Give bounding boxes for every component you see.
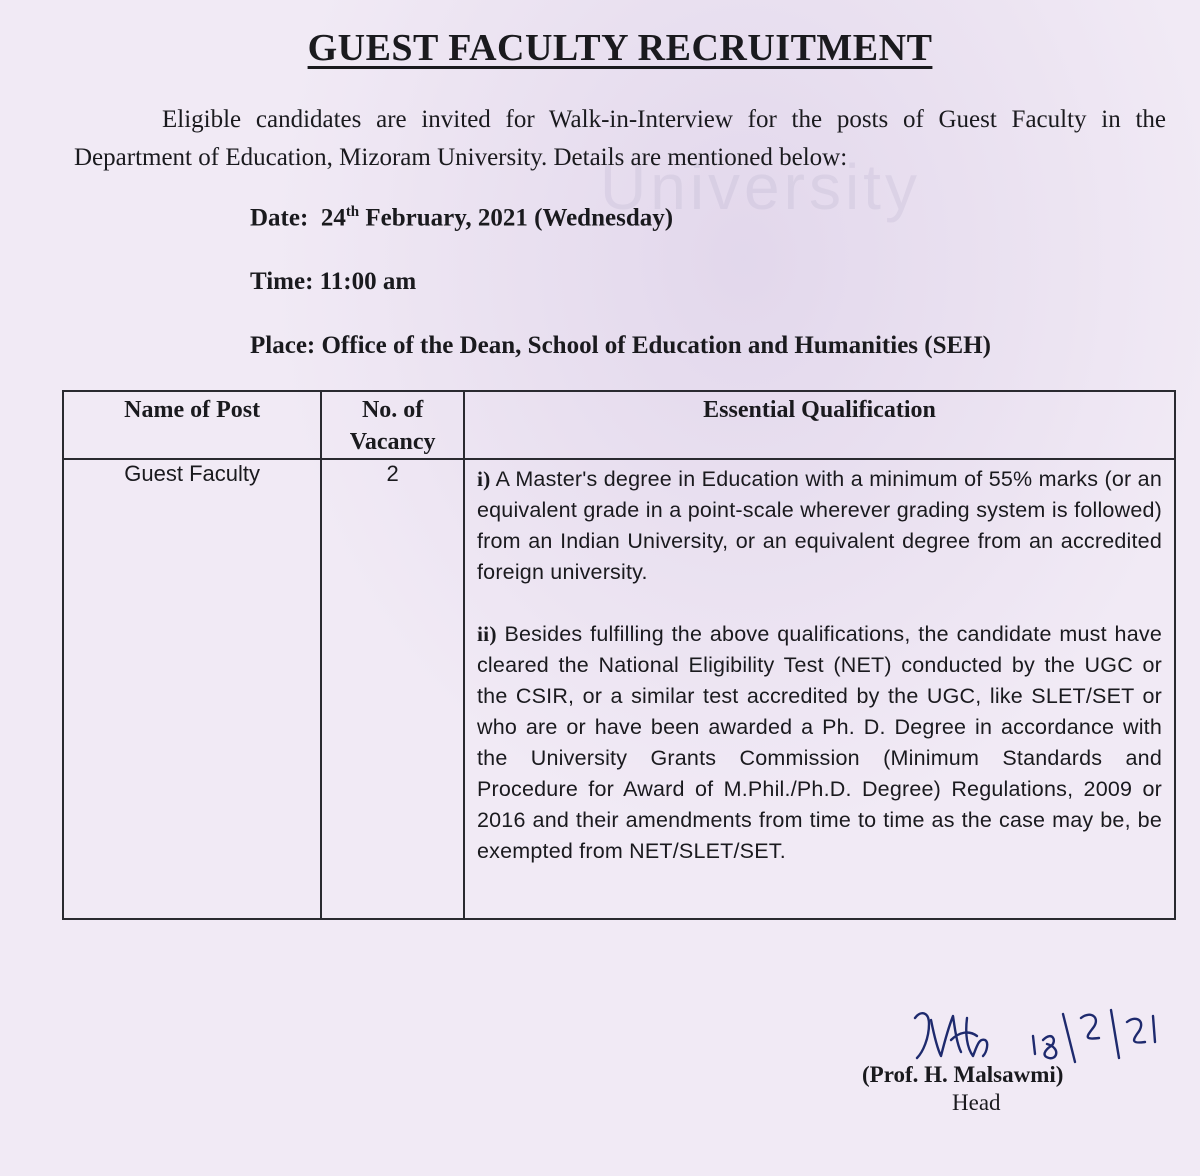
cell-qualification — [464, 459, 1175, 919]
qualification-text: Besides fulfilling the above qualifications, the candidate must have cleared the National Eligibility Test (NET) conducted by the UGC or the CSIR, or a similar test accredited by the UGC, like SLET/SET or who are or have been awarded a Ph. D. Degree in accordance with the University Grants Commission (Minimum Standards and Procedure for Award of M.Phil./Ph.D. Degree) Regulations, 2009 or 2016 and their amendments from time to time as the case may be, be exempted from NET/SLET/SET. — [476, 622, 1162, 863]
qualification-text: A Master's degree in Education with a minimum of 55% marks (or an equivalent grade in a point-scale wherever grading system is followed) from an Indian University, or an equivalent degree from an accredited foreign university. — [476, 467, 1162, 584]
interview-date — [250, 204, 673, 232]
date-rest: February, 2021 (Wednesday) — [365, 204, 674, 232]
intro-paragraph: Eligible candidates are invited for Walk-in-Interview for the posts of Guest Faculty in the Department of Education, Mizoram University. Details are mentioned below: — [74, 106, 1166, 171]
time-label: Time: — [250, 268, 314, 295]
place-label: Place: — [250, 332, 316, 359]
date-day: 24 — [320, 204, 346, 232]
qualification-item — [477, 619, 1162, 867]
header-qualification: Essential Qualification — [464, 391, 1175, 459]
header-vacancy-line1: No. of — [361, 397, 424, 423]
time-value: 11:00 am — [319, 268, 417, 295]
table-row — [63, 459, 1175, 919]
interview-time — [250, 268, 416, 296]
cell-post: Guest Faculty — [63, 459, 321, 919]
interview-place — [250, 332, 991, 360]
vacancy-table — [62, 390, 1176, 920]
header-vacancy-line2: Vacancy — [349, 429, 436, 455]
signatory-name: (Prof. H. Malsawmi) — [862, 1062, 1064, 1087]
qualification-item — [477, 464, 1162, 588]
qualification-marker: ii) — [476, 622, 497, 646]
signatory-designation: Head — [952, 1090, 1001, 1115]
page-title: GUEST FACULTY RECRUITMENT — [307, 27, 933, 69]
place-value: Office of the Dean, School of Education and Humanities (SEH) — [321, 332, 991, 359]
header-vacancy — [321, 391, 464, 459]
header-post: Name of Post — [63, 391, 321, 459]
qualification-marker: i) — [476, 467, 491, 491]
university-watermark: University — [600, 151, 921, 223]
cell-vacancy: 2 — [321, 459, 464, 919]
handwritten-signature — [905, 1000, 1165, 1070]
date-label: Date: — [250, 204, 309, 232]
table-header-row — [63, 391, 1175, 459]
date-suffix: th — [345, 204, 360, 220]
